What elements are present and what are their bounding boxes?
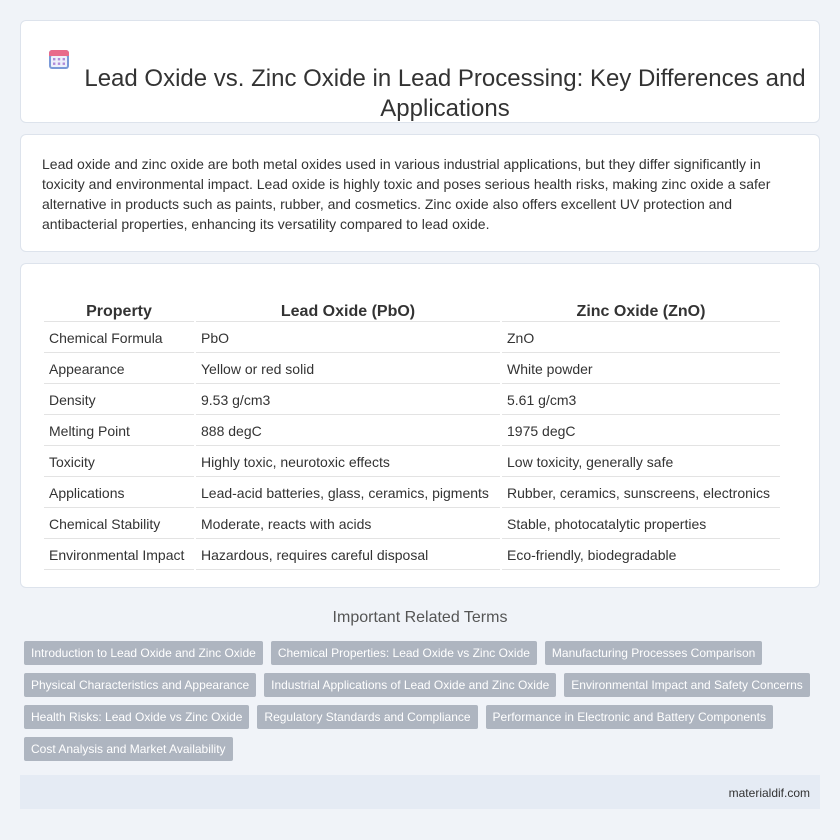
lead-oxide-cell: Highly toxic, neurotoxic effects <box>196 448 500 477</box>
related-term-tag[interactable]: Manufacturing Processes Comparison <box>545 641 762 665</box>
column-header-property: Property <box>44 295 194 322</box>
related-term-tag[interactable]: Introduction to Lead Oxide and Zinc Oxide <box>24 641 263 665</box>
property-cell: Toxicity <box>44 448 194 477</box>
related-terms-heading: Important Related Terms <box>332 609 508 626</box>
table-row <box>44 324 780 353</box>
zinc-oxide-cell: Rubber, ceramics, sunscreens, electronics <box>502 479 780 508</box>
lead-oxide-cell: Lead-acid batteries, glass, ceramics, pigments <box>196 479 500 508</box>
lead-oxide-cell: 888 degC <box>196 417 500 446</box>
property-cell: Chemical Formula <box>44 324 194 353</box>
related-term-tag[interactable]: Physical Characteristics and Appearance <box>24 673 256 697</box>
comparison-table-card <box>20 263 820 588</box>
table-header-row <box>44 295 780 322</box>
property-cell: Density <box>44 386 194 415</box>
zinc-oxide-cell: Stable, photocatalytic properties <box>502 510 780 539</box>
intro-card <box>20 134 820 252</box>
related-term-tag[interactable]: Environmental Impact and Safety Concerns <box>564 673 809 697</box>
lead-oxide-cell: PbO <box>196 324 500 353</box>
footer-site-name: materialdif.com <box>728 786 810 800</box>
column-header-zinc-oxide: Zinc Oxide (ZnO) <box>502 295 780 322</box>
title-card <box>20 20 820 123</box>
property-cell: Applications <box>44 479 194 508</box>
related-term-tag[interactable]: Chemical Properties: Lead Oxide vs Zinc Oxide <box>271 641 537 665</box>
related-term-tag[interactable]: Industrial Applications of Lead Oxide and Zinc Oxide <box>264 673 556 697</box>
intro-paragraph: Lead oxide and zinc oxide are both metal oxides used in various industrial applications, but they differ significantly in toxicity and environmental impact. Lead oxide is highly toxic and poses serious health risks, making zinc oxide a safer alternative in products such as paints, rubber, and cosmetics. Zinc oxide also offers excellent UV protection and antibacterial properties, enhancing its versatility compared to lead oxide. <box>42 156 771 232</box>
table-row <box>44 541 780 570</box>
table-row <box>44 417 780 446</box>
property-cell: Appearance <box>44 355 194 384</box>
lead-oxide-cell: Moderate, reacts with acids <box>196 510 500 539</box>
table-row <box>44 510 780 539</box>
table-row <box>44 355 780 384</box>
property-cell: Melting Point <box>44 417 194 446</box>
column-header-lead-oxide: Lead Oxide (PbO) <box>196 295 500 322</box>
zinc-oxide-cell: 1975 degC <box>502 417 780 446</box>
related-term-tag[interactable]: Regulatory Standards and Compliance <box>257 705 477 729</box>
zinc-oxide-cell: 5.61 g/cm3 <box>502 386 780 415</box>
lead-oxide-cell: Hazardous, requires careful disposal <box>196 541 500 570</box>
lead-oxide-cell: 9.53 g/cm3 <box>196 386 500 415</box>
lead-oxide-cell: Yellow or red solid <box>196 355 500 384</box>
comparison-table <box>42 293 782 572</box>
table-row <box>44 448 780 477</box>
table-row <box>44 479 780 508</box>
zinc-oxide-cell: Low toxicity, generally safe <box>502 448 780 477</box>
zinc-oxide-cell: Eco-friendly, biodegradable <box>502 541 780 570</box>
property-cell: Environmental Impact <box>44 541 194 570</box>
table-row <box>44 386 780 415</box>
property-cell: Chemical Stability <box>44 510 194 539</box>
related-term-tag[interactable]: Health Risks: Lead Oxide vs Zinc Oxide <box>24 705 249 729</box>
footer <box>20 775 820 809</box>
calendar-grid-icon <box>47 47 71 71</box>
related-term-tag[interactable]: Cost Analysis and Market Availability <box>24 737 233 761</box>
related-term-tag[interactable]: Performance in Electronic and Battery Components <box>486 705 773 729</box>
related-terms-list <box>24 641 824 761</box>
page-title: Lead Oxide vs. Zinc Oxide in Lead Processing: Key Differences and Applications <box>84 65 806 122</box>
zinc-oxide-cell: ZnO <box>502 324 780 353</box>
zinc-oxide-cell: White powder <box>502 355 780 384</box>
